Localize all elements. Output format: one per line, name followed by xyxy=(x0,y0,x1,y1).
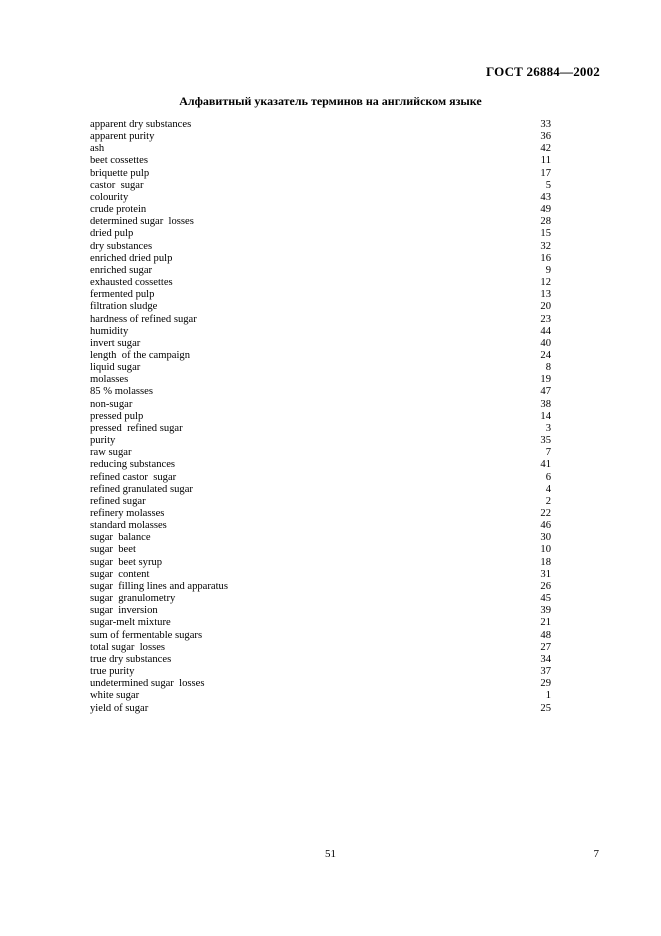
list-item xyxy=(90,180,551,192)
term-number: 30 xyxy=(540,532,551,544)
list-item xyxy=(90,131,551,143)
term-number: 28 xyxy=(540,216,551,228)
list-item xyxy=(90,411,551,423)
term-number: 34 xyxy=(540,653,551,665)
term-label: sugar balance xyxy=(90,532,151,544)
term-number: 15 xyxy=(540,228,551,240)
term-label: hardness of refined sugar xyxy=(90,313,197,325)
list-item xyxy=(90,204,551,216)
term-label: briquette pulp xyxy=(90,167,150,179)
term-number: 21 xyxy=(540,617,551,629)
term-label: humidity xyxy=(90,325,129,337)
term-label: reducing substances xyxy=(90,459,176,471)
term-number: 7 xyxy=(545,447,551,459)
list-item xyxy=(90,605,551,617)
term-label: refined castor sugar xyxy=(90,471,177,483)
term-number: 47 xyxy=(540,386,551,398)
list-item xyxy=(90,593,551,605)
term-label: liquid sugar xyxy=(90,362,141,374)
term-number: 1 xyxy=(545,690,551,702)
list-item xyxy=(90,617,551,629)
term-label: length of the campaign xyxy=(90,349,191,361)
list-item xyxy=(90,399,551,411)
term-label: castor sugar xyxy=(90,179,144,191)
term-label: total sugar losses xyxy=(90,641,166,653)
term-label: determined sugar losses xyxy=(90,216,194,228)
term-number: 32 xyxy=(540,240,551,252)
list-item xyxy=(90,703,551,715)
term-number: 35 xyxy=(540,435,551,447)
list-item xyxy=(90,326,551,338)
term-label: sugar inversion xyxy=(90,605,158,617)
term-label: invert sugar xyxy=(90,337,141,349)
term-label: molasses xyxy=(90,374,129,386)
term-number: 19 xyxy=(540,374,551,386)
term-number: 29 xyxy=(540,678,551,690)
page-number: 51 xyxy=(325,848,336,860)
term-number: 18 xyxy=(540,556,551,568)
term-label: white sugar xyxy=(90,690,140,702)
term-label: true purity xyxy=(90,666,135,678)
list-item xyxy=(90,216,551,228)
term-label: enriched dried pulp xyxy=(90,252,173,264)
list-item xyxy=(90,544,551,556)
term-number: 10 xyxy=(540,544,551,556)
list-item xyxy=(90,241,551,253)
term-label: refined sugar xyxy=(90,495,146,507)
term-number: 3 xyxy=(545,422,551,434)
term-number: 38 xyxy=(540,398,551,410)
list-item xyxy=(90,508,551,520)
list-item xyxy=(90,253,551,265)
term-label: filtration sludge xyxy=(90,301,158,313)
term-number: 37 xyxy=(540,666,551,678)
list-item xyxy=(90,581,551,593)
document-code: ГОСТ 26884—2002 xyxy=(485,64,600,79)
list-item xyxy=(90,228,551,240)
term-label: enriched sugar xyxy=(90,264,153,276)
term-label: crude protein xyxy=(90,204,147,216)
sheet-number: 7 xyxy=(593,848,599,860)
term-label: true dry substances xyxy=(90,653,172,665)
list-item xyxy=(90,192,551,204)
term-label: sugar beet xyxy=(90,544,136,556)
term-number: 17 xyxy=(540,167,551,179)
term-number: 25 xyxy=(540,702,551,714)
term-label: pressed refined sugar xyxy=(90,422,183,434)
term-number: 13 xyxy=(540,289,551,301)
term-number: 48 xyxy=(540,629,551,641)
term-label: sum of fermentable sugars xyxy=(90,629,203,641)
term-number: 2 xyxy=(545,495,551,507)
term-label: undetermined sugar losses xyxy=(90,678,205,690)
term-number: 33 xyxy=(540,119,551,130)
list-item xyxy=(90,155,551,167)
term-label: raw sugar xyxy=(90,447,132,459)
term-label: purity xyxy=(90,435,116,447)
list-item xyxy=(90,289,551,301)
term-label: 85 % molasses xyxy=(90,386,153,398)
list-item xyxy=(90,350,551,362)
term-number: 4 xyxy=(545,483,551,495)
term-number: 20 xyxy=(540,301,551,313)
term-label: refinery molasses xyxy=(90,508,165,519)
list-item xyxy=(90,374,551,386)
list-item xyxy=(90,338,551,350)
term-label: non-sugar xyxy=(90,398,133,410)
list-item xyxy=(90,642,551,654)
term-number: 40 xyxy=(540,337,551,349)
list-item xyxy=(90,690,551,702)
term-number: 11 xyxy=(540,155,551,167)
term-label: sugar granulometry xyxy=(90,593,176,605)
list-item xyxy=(90,447,551,459)
term-label: pressed pulp xyxy=(90,410,144,422)
term-number: 45 xyxy=(540,593,551,605)
term-label: colourity xyxy=(90,191,129,203)
term-number: 41 xyxy=(540,459,551,471)
term-number: 39 xyxy=(540,605,551,617)
term-label: apparent dry substances xyxy=(90,119,192,130)
term-label: standard molasses xyxy=(90,520,167,532)
list-item xyxy=(90,143,551,155)
term-number: 24 xyxy=(540,349,551,361)
list-item xyxy=(90,496,551,508)
list-item xyxy=(90,423,551,435)
term-label: sugar beet syrup xyxy=(90,556,163,568)
index-title: Алфавитный указатель терминов на английском языке xyxy=(179,94,482,108)
term-number: 36 xyxy=(540,131,551,143)
term-label: sugar filling lines and apparatus xyxy=(90,580,228,592)
list-item xyxy=(90,314,551,326)
list-item xyxy=(90,666,551,678)
list-item xyxy=(90,678,551,690)
term-number: 5 xyxy=(545,179,551,191)
list-item xyxy=(90,472,551,484)
term-label: sugar-melt mixture xyxy=(90,617,171,629)
term-number: 6 xyxy=(545,471,551,483)
list-item xyxy=(90,532,551,544)
list-item xyxy=(90,168,551,180)
term-number: 44 xyxy=(540,325,551,337)
list-item xyxy=(90,484,551,496)
list-item xyxy=(90,435,551,447)
term-label: dry substances xyxy=(90,240,153,252)
term-number: 42 xyxy=(540,143,551,155)
list-item xyxy=(90,557,551,569)
list-item xyxy=(90,265,551,277)
term-number: 49 xyxy=(540,204,551,216)
list-item xyxy=(90,277,551,289)
term-number: 22 xyxy=(540,508,551,519)
term-number: 23 xyxy=(540,313,551,325)
list-item xyxy=(90,119,551,131)
term-label: dried pulp xyxy=(90,228,134,240)
list-item xyxy=(90,386,551,398)
list-item xyxy=(90,301,551,313)
term-number: 43 xyxy=(540,191,551,203)
term-label: exhausted cossettes xyxy=(90,277,173,289)
term-label: refined granulated sugar xyxy=(90,483,193,495)
list-item xyxy=(90,630,551,642)
term-label: fermented pulp xyxy=(90,289,155,301)
list-item xyxy=(90,654,551,666)
term-number: 8 xyxy=(545,362,551,374)
term-label: sugar content xyxy=(90,568,150,580)
term-label: beet cossettes xyxy=(90,155,148,167)
term-number: 14 xyxy=(540,410,551,422)
term-index-list xyxy=(90,119,551,715)
list-item xyxy=(90,520,551,532)
term-number: 12 xyxy=(540,277,551,289)
term-number: 27 xyxy=(540,641,551,653)
term-number: 46 xyxy=(540,520,551,532)
list-item xyxy=(90,569,551,581)
term-number: 31 xyxy=(540,568,551,580)
term-label: yield of sugar xyxy=(90,702,149,714)
term-number: 9 xyxy=(545,264,551,276)
list-item xyxy=(90,459,551,471)
term-label: apparent purity xyxy=(90,131,155,143)
term-number: 26 xyxy=(540,580,551,592)
term-label: ash xyxy=(90,143,105,155)
term-number: 16 xyxy=(540,252,551,264)
list-item xyxy=(90,362,551,374)
